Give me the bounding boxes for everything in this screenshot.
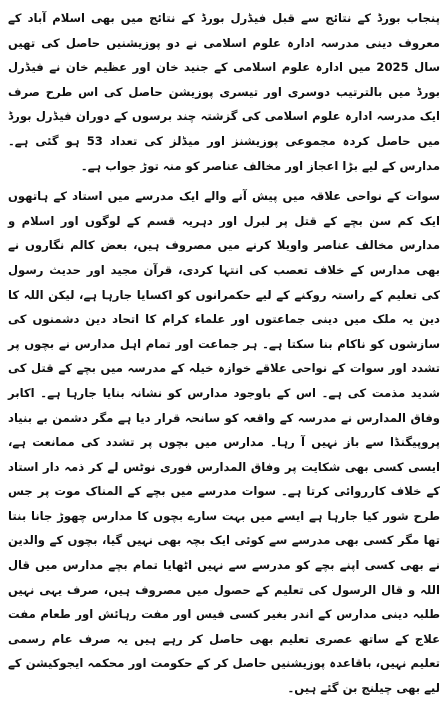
article-paragraph-1: پنجاب بورڈ کے نتائج سے قبل فیڈرل بورڈ کے نتائج میں بھی اسلام آباد کے معروف دینی مدرسہ ادارہ علوم اسلامی نے دو پوزیشنیں حاصل کی تھیں سال 2025 میں ادارہ علوم اسلامی کے جنید خان اور عظیم خان نے فیڈرل بورڈ میں بالترتیب دوسری اور تیسری پوزیشن حاصل کی اس طرح صرف ایک مدرسہ ادارہ علوم اسلامی کی گزشتہ چند برسوں کے دوران فیڈرل بورڈ میں حاصل کردہ مجموعی پوزیشنز اور میڈلز کی تعداد 53 ہو گئی ہے۔ مدارس کے لیے بڑا اعجاز اور مخالف عناصر کو منہ توڑ جواب ہے۔ [8, 11, 440, 173]
article-paragraph-2: سوات کے نواحی علاقہ میں پیش آنے والے ایک مدرسے میں استاد کے ہاتھوں ایک کم سن بچے کے قتل پر لبرل اور دہریہ قسم کے لوگوں اور اسلام و مدارس مخالف عناصر واویلا کرنے میں مصروف ہیں، بعض کالم نگاروں نے بھی مدارس کے خلاف تعصب کی انتہا کردی، قرآن مجید اور حدیث رسول کی تعلیم کے راستہ روکنے کے لیے حکمرانوں کو اکسایا جارہا ہے، لیکن اللہ کا دین یہ ملک میں دینی جماعتوں اور علماء کرام کا اتحاد دین دشمنوں کی سازشوں کو ناکام بنا سکتا ہے۔ ہر جماعت اور تمام اہل مدارس نے بچوں پر تشدد اور سوات کے نواحی علاقے خوازہ خیلہ کے مدرسہ میں بچے کے قتل کی شدید مذمت کی ہے۔ اس کے باوجود مدارس کو نشانہ بنایا جارہا ہے۔ اکابر وفاق المدارس نے مدرسہ کے واقعہ کو سانحہ قرار دیا ہے مگر دشمن بے بنیاد پروپیگنڈا سے باز نہیں آ رہا۔ مدارس میں بچوں پر تشدد کی ممانعت ہے، ایسی کسی بھی شکایت پر وفاق المدارس فوری نوٹس لے کر ذمہ دار استاد کے خلاف کارروائی کرتا ہے۔ سوات مدرسے میں بچے کے المناک موت پر جس طرح شور کیا جارہا ہے ایسے میں بہت سارے بچوں کا مدارس چھوڑ جانا بنتا تھا مگر کسی بھی مدرسے سے کوئی ایک بچہ بھی نہیں گیا، بچوں کے والدین نے بھی کسی اپنے بچے کو مدرسے سے نہیں اٹھایا تمام بچے مدارس میں قال اللہ و قال الرسول کی تعلیم کے حصول میں مصروف ہیں، صرف یہی نہیں طلبہ دینی مدارس کے اندر بغیر کسی فیس اور مفت رہائش اور طعام مفت علاج کے ساتھ عصری تعلیم بھی حاصل کر رہے ہیں یہ صرف عام رسمی تعلیم نہیں، باقاعدہ پوزیشنیں حاصل کر کے حکومت اور محکمہ ایجوکیشن کے لیے بھی چیلنج بن گئے ہیں۔ [8, 189, 440, 696]
